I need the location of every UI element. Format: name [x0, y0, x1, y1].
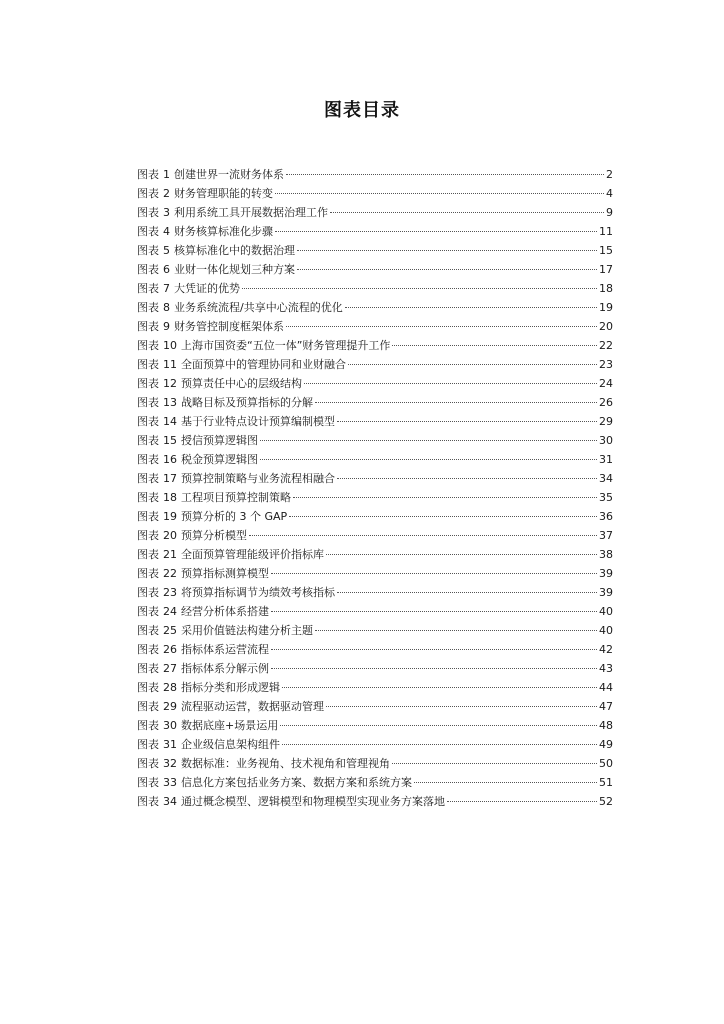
toc-dot-leader — [297, 250, 597, 251]
toc-entry-title: 指标体系分解示例 — [181, 662, 269, 675]
toc-entry-title: 税金预算逻辑图 — [181, 453, 258, 466]
toc-entry-page-number: 40 — [599, 605, 613, 618]
toc-entry-page-number: 42 — [599, 643, 613, 656]
toc-entry[interactable] — [137, 602, 613, 621]
toc-entry-page-number: 44 — [599, 681, 613, 694]
toc-dot-leader — [280, 725, 597, 726]
toc-entry[interactable] — [137, 773, 613, 792]
toc-entry-prefix: 图表 — [137, 301, 159, 314]
toc-entry[interactable] — [137, 279, 613, 298]
toc-entry-title: 预算责任中心的层级结构 — [181, 377, 302, 390]
toc-entry-page-number: 26 — [599, 396, 613, 409]
toc-entry-number: 28 — [163, 681, 177, 694]
toc-entry-number: 15 — [163, 434, 177, 447]
toc-entry-prefix: 图表 — [137, 757, 159, 770]
toc-entry-title: 通过概念模型、逻辑模型和物理模型实现业务方案落地 — [181, 795, 445, 808]
toc-dot-leader — [315, 402, 597, 403]
toc-entry-prefix: 图表 — [137, 244, 159, 257]
toc-dot-leader — [297, 269, 597, 270]
toc-entry[interactable] — [137, 621, 613, 640]
toc-entry[interactable] — [137, 165, 613, 184]
toc-dot-leader — [282, 687, 597, 688]
toc-dot-leader — [348, 364, 597, 365]
toc-entry-title: 工程项目预算控制策略 — [181, 491, 291, 504]
toc-dot-leader — [414, 782, 597, 783]
toc-entry-title: 预算分析模型 — [181, 529, 247, 542]
toc-entry-prefix: 图表 — [137, 434, 159, 447]
toc-entry-page-number: 36 — [599, 510, 613, 523]
toc-entry-page-number: 15 — [599, 244, 613, 257]
toc-entry-page-number: 49 — [599, 738, 613, 751]
toc-entry-prefix: 图表 — [137, 510, 159, 523]
toc-entry-page-number: 20 — [599, 320, 613, 333]
toc-entry-page-number: 34 — [599, 472, 613, 485]
toc-entry-number: 3 — [163, 206, 170, 219]
toc-entry-prefix: 图表 — [137, 472, 159, 485]
toc-dot-leader — [326, 554, 597, 555]
toc-entry-number: 1 — [163, 168, 170, 181]
toc-entry-prefix: 图表 — [137, 567, 159, 580]
toc-entry-number: 33 — [163, 776, 177, 789]
toc-entry[interactable] — [137, 374, 613, 393]
toc-dot-leader — [392, 345, 597, 346]
toc-entry-number: 32 — [163, 757, 177, 770]
toc-dot-leader — [345, 307, 597, 308]
toc-entry-prefix: 图表 — [137, 719, 159, 732]
toc-dot-leader — [447, 801, 597, 802]
toc-entry-title: 业财一体化规划三种方案 — [174, 263, 295, 276]
toc-entry[interactable] — [137, 545, 613, 564]
toc-entry-page-number: 40 — [599, 624, 613, 637]
toc-entry-number: 4 — [163, 225, 170, 238]
toc-entry-page-number: 30 — [599, 434, 613, 447]
toc-entry-prefix: 图表 — [137, 681, 159, 694]
toc-entry-page-number: 47 — [599, 700, 613, 713]
toc-entry[interactable] — [137, 412, 613, 431]
toc-entry-number: 5 — [163, 244, 170, 257]
toc-entry-page-number: 43 — [599, 662, 613, 675]
toc-entry-number: 9 — [163, 320, 170, 333]
toc-entry[interactable] — [137, 222, 613, 241]
toc-entry[interactable] — [137, 735, 613, 754]
toc-entry-title: 信息化方案包括业务方案、数据方案和系统方案 — [181, 776, 412, 789]
toc-entry-page-number: 52 — [599, 795, 613, 808]
toc-entry-number: 30 — [163, 719, 177, 732]
toc-dot-leader — [260, 459, 597, 460]
toc-dot-leader — [289, 516, 597, 517]
toc-entry-title: 财务管理职能的转变 — [174, 187, 273, 200]
toc-dot-leader — [315, 630, 597, 631]
toc-entry-number: 11 — [163, 358, 177, 371]
toc-entry-title: 核算标准化中的数据治理 — [174, 244, 295, 257]
toc-entry-number: 25 — [163, 624, 177, 637]
toc-entry-number: 24 — [163, 605, 177, 618]
toc-entry-title: 数据底座+场景运用 — [181, 719, 279, 732]
toc-entry[interactable] — [137, 488, 613, 507]
toc-entry-number: 18 — [163, 491, 177, 504]
toc-entry-title: 全面预算中的管理协同和业财融合 — [181, 358, 346, 371]
toc-entry[interactable] — [137, 526, 613, 545]
toc-entry-page-number: 19 — [599, 301, 613, 314]
toc-entry[interactable] — [137, 640, 613, 659]
toc-entry-page-number: 31 — [599, 453, 613, 466]
toc-entry[interactable] — [137, 507, 613, 526]
toc-dot-leader — [271, 668, 597, 669]
toc-dot-leader — [271, 611, 597, 612]
toc-dot-leader — [286, 174, 604, 175]
toc-entry[interactable] — [137, 678, 613, 697]
toc-entry-number: 22 — [163, 567, 177, 580]
toc-dot-leader — [293, 497, 597, 498]
toc-entry-page-number: 38 — [599, 548, 613, 561]
toc-entry[interactable] — [137, 659, 613, 678]
toc-entry[interactable] — [137, 716, 613, 735]
toc-entry-title: 预算指标测算模型 — [181, 567, 269, 580]
toc-entry[interactable] — [137, 317, 613, 336]
toc-entry-title: 财务核算标准化步骤 — [174, 225, 273, 238]
toc-entry-title: 战略目标及预算指标的分解 — [181, 396, 313, 409]
toc-entry-title: 采用价值链法构建分析主题 — [181, 624, 313, 637]
toc-dot-leader — [286, 326, 597, 327]
toc-entry-title: 授信预算逻辑图 — [181, 434, 258, 447]
toc-entry[interactable] — [137, 298, 613, 317]
toc-entry-title: 将预算指标调节为绩效考核指标 — [181, 586, 335, 599]
toc-entry-page-number: 11 — [599, 225, 613, 238]
toc-entry[interactable] — [137, 241, 613, 260]
toc-entry-prefix: 图表 — [137, 320, 159, 333]
toc-entry-number: 14 — [163, 415, 177, 428]
toc-entry-prefix: 图表 — [137, 358, 159, 371]
toc-entry-number: 26 — [163, 643, 177, 656]
toc-entry-page-number: 29 — [599, 415, 613, 428]
toc-entry-number: 23 — [163, 586, 177, 599]
toc-dot-leader — [242, 288, 597, 289]
toc-entry[interactable] — [137, 184, 613, 203]
toc-entry-title: 基于行业特点设计预算编制模型 — [181, 415, 335, 428]
toc-entry[interactable] — [137, 355, 613, 374]
toc-entry-title: 流程驱动运营，数据驱动管理 — [181, 700, 324, 713]
toc-entry-number: 31 — [163, 738, 177, 751]
toc-entry-prefix: 图表 — [137, 491, 159, 504]
toc-entry-page-number: 9 — [606, 206, 613, 219]
toc-entry[interactable] — [137, 336, 613, 355]
toc-entry-prefix: 图表 — [137, 795, 159, 808]
toc-entry-prefix: 图表 — [137, 206, 159, 219]
toc-dot-leader — [260, 440, 597, 441]
toc-dot-leader — [330, 212, 604, 213]
toc-entry-title: 利用系统工具开展数据治理工作 — [174, 206, 328, 219]
toc-entry-number: 16 — [163, 453, 177, 466]
toc-entry-page-number: 24 — [599, 377, 613, 390]
toc-entry-title: 预算分析的 3 个 GAP — [181, 510, 288, 523]
toc-entry-prefix: 图表 — [137, 187, 159, 200]
toc-entry[interactable] — [137, 583, 613, 602]
toc-entry-prefix: 图表 — [137, 605, 159, 618]
toc-entry-title: 业务系统流程/共享中心流程的优化 — [174, 301, 343, 314]
toc-dot-leader — [326, 706, 597, 707]
toc-entry-page-number: 50 — [599, 757, 613, 770]
toc-entry-title: 财务管控制度框架体系 — [174, 320, 284, 333]
toc-entry-prefix: 图表 — [137, 339, 159, 352]
toc-entry-prefix: 图表 — [137, 263, 159, 276]
toc-entry[interactable] — [137, 792, 613, 811]
toc-dot-leader — [275, 193, 604, 194]
toc-dot-leader — [271, 649, 597, 650]
toc-entry-prefix: 图表 — [137, 624, 159, 637]
page-title: 图表目录 — [324, 100, 400, 121]
toc-entry-prefix: 图表 — [137, 548, 159, 561]
toc-dot-leader — [392, 763, 597, 764]
toc-entry[interactable] — [137, 260, 613, 279]
toc-entry-prefix: 图表 — [137, 453, 159, 466]
toc-entry-number: 13 — [163, 396, 177, 409]
toc-entry-page-number: 35 — [599, 491, 613, 504]
toc-entry-number: 34 — [163, 795, 177, 808]
toc-entry-page-number: 39 — [599, 567, 613, 580]
toc-entry-title: 创建世界一流财务体系 — [174, 168, 284, 181]
toc-entry-page-number: 2 — [606, 168, 613, 181]
toc-dot-leader — [337, 421, 597, 422]
toc-entry-number: 20 — [163, 529, 177, 542]
toc-entry-page-number: 51 — [599, 776, 613, 789]
toc-entry-prefix: 图表 — [137, 377, 159, 390]
toc-entry-title: 企业级信息架构组件 — [181, 738, 280, 751]
toc-entry-prefix: 图表 — [137, 738, 159, 751]
toc-entry-number: 8 — [163, 301, 170, 314]
toc-entry[interactable] — [137, 564, 613, 583]
toc-entry[interactable] — [137, 450, 613, 469]
toc-entry[interactable] — [137, 697, 613, 716]
toc-entry-page-number: 23 — [599, 358, 613, 371]
toc-entry-prefix: 图表 — [137, 529, 159, 542]
toc-entry-number: 12 — [163, 377, 177, 390]
toc-entry[interactable] — [137, 393, 613, 412]
toc-entry-page-number: 22 — [599, 339, 613, 352]
toc-entry[interactable] — [137, 754, 613, 773]
toc-entry-title: 大凭证的优势 — [174, 282, 240, 295]
toc-entry-prefix: 图表 — [137, 282, 159, 295]
toc-entry-title: 经营分析体系搭建 — [181, 605, 269, 618]
toc-entry-number: 21 — [163, 548, 177, 561]
toc-dot-leader — [337, 592, 597, 593]
toc-entry[interactable] — [137, 203, 613, 222]
toc-entry-title: 数据标准：业务视角、技术视角和管理视角 — [181, 757, 390, 770]
toc-dot-leader — [282, 744, 597, 745]
toc-entry-number: 27 — [163, 662, 177, 675]
toc-entry-number: 29 — [163, 700, 177, 713]
toc-entry-page-number: 37 — [599, 529, 613, 542]
toc-dot-leader — [275, 231, 597, 232]
toc-dot-leader — [249, 535, 597, 536]
figure-index-list — [137, 165, 613, 811]
toc-entry-number: 6 — [163, 263, 170, 276]
toc-entry-number: 10 — [163, 339, 177, 352]
toc-dot-leader — [271, 573, 597, 574]
toc-entry-number: 17 — [163, 472, 177, 485]
toc-entry-title: 指标分类和形成逻辑 — [181, 681, 280, 694]
toc-entry[interactable] — [137, 469, 613, 488]
toc-entry-page-number: 48 — [599, 719, 613, 732]
toc-entry-number: 19 — [163, 510, 177, 523]
toc-entry-page-number: 18 — [599, 282, 613, 295]
toc-entry-title: 预算控制策略与业务流程相融合 — [181, 472, 335, 485]
toc-dot-leader — [337, 478, 597, 479]
toc-entry-title: 指标体系运营流程 — [181, 643, 269, 656]
toc-entry-prefix: 图表 — [137, 586, 159, 599]
toc-entry-page-number: 4 — [606, 187, 613, 200]
toc-entry-title: 全面预算管理能级评价指标库 — [181, 548, 324, 561]
toc-dot-leader — [304, 383, 597, 384]
toc-entry-prefix: 图表 — [137, 225, 159, 238]
toc-entry-title: 上海市国资委“五位一体”财务管理提升工作 — [181, 339, 391, 352]
toc-entry-prefix: 图表 — [137, 396, 159, 409]
toc-entry-page-number: 39 — [599, 586, 613, 599]
toc-entry-prefix: 图表 — [137, 643, 159, 656]
toc-entry-number: 7 — [163, 282, 170, 295]
toc-entry-prefix: 图表 — [137, 700, 159, 713]
toc-entry-number: 2 — [163, 187, 170, 200]
toc-entry-prefix: 图表 — [137, 776, 159, 789]
toc-entry-prefix: 图表 — [137, 415, 159, 428]
toc-entry-prefix: 图表 — [137, 662, 159, 675]
toc-entry-page-number: 17 — [599, 263, 613, 276]
toc-entry-prefix: 图表 — [137, 168, 159, 181]
toc-entry[interactable] — [137, 431, 613, 450]
